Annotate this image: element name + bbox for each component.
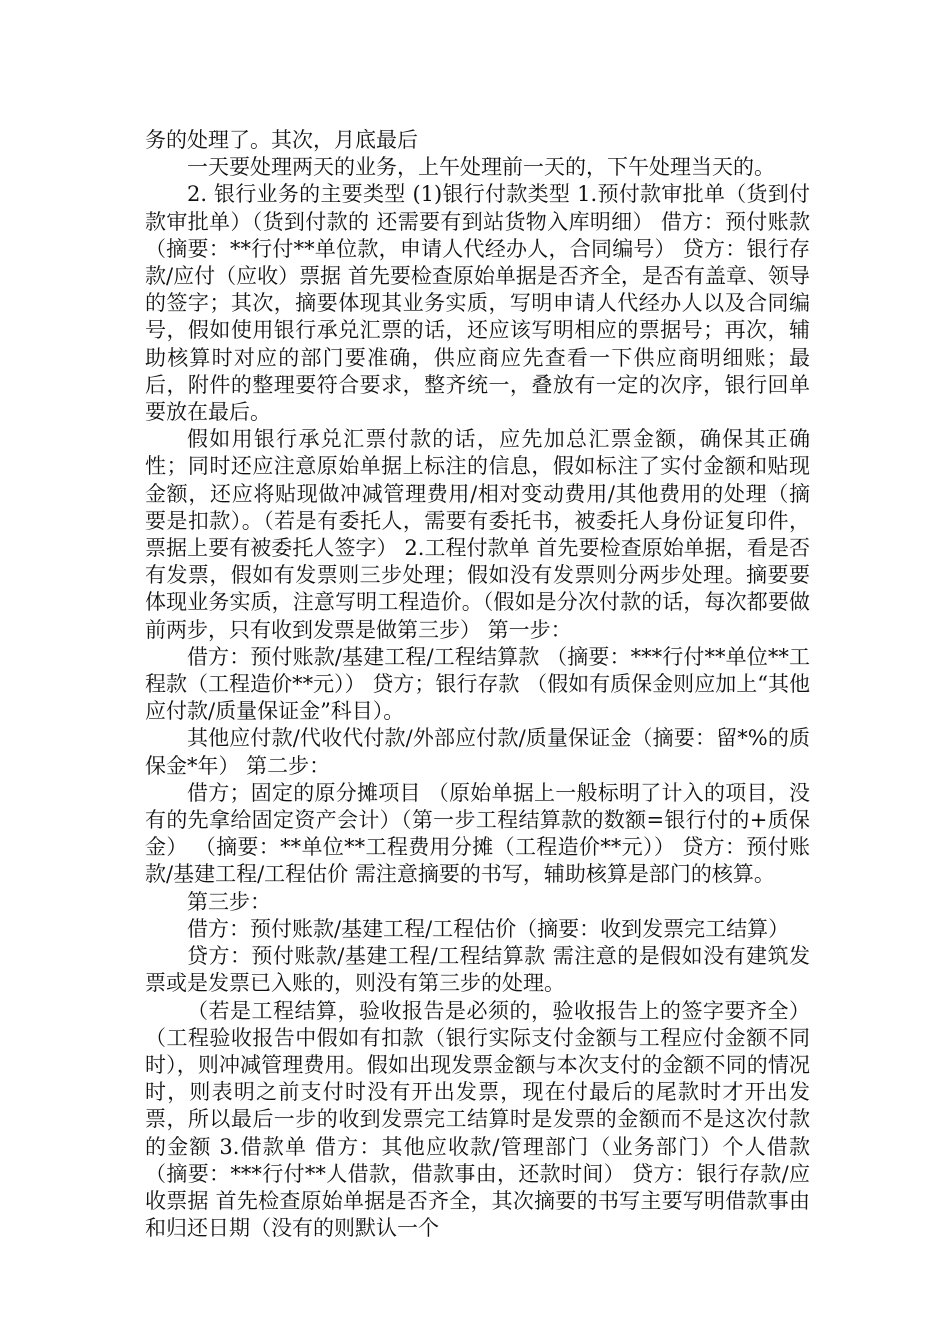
- paragraph-9: 借方：预付账款/基建工程/工程估价（摘要：收到发票完工结算）: [187, 916, 790, 941]
- paragraph-7: 借方；固定的原分摊项目 （原始单据上一般标明了计入的项目，没有的先拿给固定资产会计）（第一步工程结算款的数额=银行付的+质保金） （摘要：**单位**工程费用分摊（工程造价**元）） 贷方：预付账款/基建工程/工程估价 需注意摘要的书写，辅助核算是部门的核算。: [145, 780, 810, 887]
- paragraph-11: （若是工程结算，验收报告是必须的，验收报告上的签字要齐全）（工程验收报告中假如有扣款（银行实际支付金额与工程应付金额不同时），则冲减管理费用。假如出现发票金额与本次支付的金额不同的情况时，则表明之前支付时没有开出发票，现在付最后的尾款时才开出发票，所以最后一步的收到发票完工结算时是发票的金额而不是这次付款的金额 3.借款单 借方：其他应收款/管理部门（业务部门）个人借款 （摘要：***行付**人借款，借款事由，还款时间） 贷方：银行存款/应收票据 首先检查原始单据是否齐全，其次摘要的书写主要写明借款事由和归还日期（没有的则默认一个: [145, 998, 817, 1241]
- paragraph-8: 第三步：: [187, 889, 271, 914]
- paragraph-5: 借方：预付账款/基建工程/工程结算款 （摘要：***行付**单位**工程款（工程造价**元）） 贷方；银行存款 （假如有质保金则应加上“其他应付款/质量保证金”科目）。: [145, 644, 810, 724]
- paragraph-10: 贷方：预付账款/基建工程/工程结算款 需注意的是假如没有建筑发票或是发票已入账的，则没有第三步的处理。: [145, 944, 810, 996]
- paragraph-1: 务的处理了。其次，月底最后: [145, 128, 418, 152]
- paragraph-4: 假如用银行承兑汇票付款的话，应先加总汇票金额，确保其正确性；同时还应注意原始单据上标注的信息，假如标注了实付金额和贴现金额，还应将贴现做冲减管理费用/相对变动费用/其他费用的处理（摘要是扣款）。（若是有委托人，需要有委托书，被委托人身份证复印件，票据上要有被委托人签字） 2.工程付款单 首先要检查原始单据，看是否有发票，假如有发票则三步处理；假如没有发票则分两步处理。摘要要体现业务实质，注意写明工程造价。（假如是分次付款的话，每次都要做前两步，只有收到发票是做第三步） 第一步：: [145, 427, 810, 642]
- paragraph-2: 一天要处理两天的业务，上午处理前一天的，下午处理当天的。: [187, 155, 775, 180]
- document-body: [145, 127, 817, 1242]
- paragraph-6: 其他应付款/代收代付款/外部应付款/质量保证金（摘要：留*%的质保金*年） 第二步：: [145, 726, 810, 778]
- paragraph-3: 2. 银行业务的主要类型 (1)银行付款类型 1.预付款审批单（货到付款审批单）（货到付款的 还需要有到站货物入库明细） 借方：预付账款 （摘要：**行付**单位款，申请人代经办人，合同编号） 贷方：银行存款/应付（应收）票据 首先要检查原始单据是否齐全，是否有盖章、领导的签字；其次，摘要体现其业务实质，写明申请人代经办人以及合同编号，假如使用银行承兑汇票的话，还应该写明相应的票据号；再次，辅助核算时对应的部门要准确，供应商应先查看一下供应商明细账；最后，附件的整理要符合要求，整齐统一，叠放有一定的次序，银行回单要放在最后。: [145, 182, 817, 425]
